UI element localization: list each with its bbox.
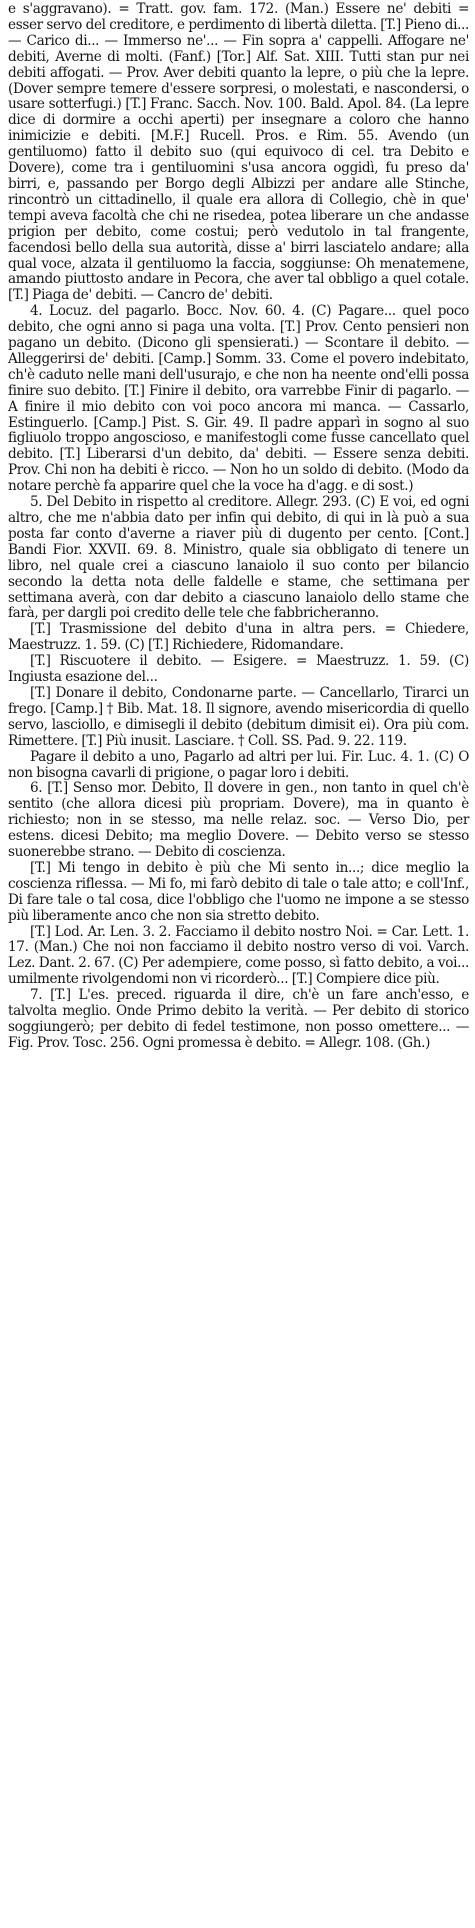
entry-paragraph: 6. [T.] Senso mor. Debito, Il dovere in gen., non tanto in quel ch'è sentito (che allora dicesi più propriam. Dovere), ma in quanto è richiesto; non in se stesso, ma nelle relaz. soc. — Verso Dio, per estens. dicesi Debito; ma meglio Dovere. — Debito verso se stesso suonerebbe strano. — Debito di coscienza. (8, 780, 469, 861)
entry-paragraph: [T.] Mi tengo in debito è più che Mi sento in...; dice meglio la coscienza riflessa. — Mi fo, mi farò debito di tale o tale atto; e coll'Inf., Di fare tale o tal cosa, dice l'obbligo che l'uomo ne impone a se stesso più liberamente anco che non sia stretto debito. (8, 859, 469, 924)
entry-paragraph: e s'aggravano). = Tratt. gov. fam. 172. (Man.) Essere ne' debiti = esser servo del creditore, e perdimento di libertà diletta. [T.] Pieno di... — Carico di... — Immerso ne'... — Fin sopra a' cappelli. Affogare ne' debiti, Averne di molti. (Fanf.) [Tor.] Alf. Sat. XIII. Tutti stan pur nei debiti affogati. — Prov. Aver debiti quanto la lepre, o più che la lepre. (Dover sempre temere d'essere sorpresi, o molestati, e nascondersi, o usare sotterfugi.) [T.] Franc. Sacch. Nov. 100. Bald. Apol. 84. (La lepre dice di dormire a occhi aperti) per insegnare a coloro che hanno inimicizie e debiti. [M.F.] Rucell. Pros. e Rim. 55. Avendo (un gentiluomo) fatto il debito suo (qui equivoco di cel. tra Debito e Dovere), come tra i gentiluomini s'usa ancora oggidì, fu preso da' birri, e, passando per Borgo degli Albizzi per andare alle Stinche, rincontrò un cittadinello, il quale era allora di Collegio, chè in que' tempi aveva facoltà che chi ne risedea, potea liberare un che andasse prigion per debito, come costui; però vedutolo in tal frangente, facendosi bello della sua autorità, disse a' birri lasciatelo andare; alla qual voce, alzata il gentiluomo la faccia, soggiunse: Oh menatemene, amando piuttosto andare in Pecora, che aver tal obbligo a quel cotale. [T.] Piaga de' debiti. — Cancro de' debiti. (8, 1, 469, 304)
entry-paragraph: 7. [T.] L'es. preced. riguarda il dire, ch'è un fare anch'esso, e talvolta meglio. Onde Primo debito la verità. — Per debito di storico soggiungerò; per debito di fedel testimone, non posso omettere... — Fig. Prov. Tosc. 256. Ogni promessa è debito. = Allegr. 108. (Gh.) (8, 987, 469, 1051)
entry-paragraph: [T.] Donare il debito, Condonarne parte. — Cancellarlo, Tirarci un frego. [Camp.] † Bib. Mat. 18. Il signore, avendo misericordia di quello servo, lasciollo, e dimisegli il debito (debitum dimisit ei). Ora più com. Rimettere. [T.] Più inusit. Lasciare. † Coll. SS. Pad. 9. 22. 119. (8, 684, 469, 749)
entry-paragraph: [T.] Lod. Ar. Len. 3. 2. Facciamo il debito nostro Noi. = Car. Lett. 1. 17. (Man.) Che noi non facciamo il debito nostro verso di voi. Varch. Lez. Dant. 2. 67. (C) Per adempiere, come posso, sì fatto debito, a voi... umilmente rivolgendomi non vi ricorderò... [T.] Compiere dice più. (8, 923, 469, 988)
entry-paragraph: [T.] Riscuotere il debito. — Esigere. = Maestruzz. 1. 59. (C) Ingiusta esazione del... (8, 653, 469, 686)
entry-paragraph: Pagare il debito a uno, Pagarlo ad altri per lui. Fir. Luc. 4. 1. (C) O non bisogna cavarli di prigione, o pagar loro i debiti. (8, 748, 469, 781)
entry-paragraph: 5. Del Debito in rispetto al creditore. Allegr. 293. (C) E voi, ed ogni altro, che me n'abbia dato per infin qui debito, di qui in là può a sua posta far conto d'averne a riaver più di dugento per cento. [Cont.] Bandi Fior. XXVII. 69. 8. Ministro, quale sia obbligato di tenere un libro, nel quale crei a ciascuno lanaiolo il suo conto per bilancio secondo la detta nota delle faldelle e stame, che settimana per settimana averà, con dar debito a ciascuno lanaiolo dello stame che farà, per dargli poi credito delle tele che fabbricheranno. (8, 494, 469, 622)
entry-paragraph: [T.] Trasmissione del debito d'una in altra pers. = Chiedere, Maestruzz. 1. 59. (C) [T.] Richiedere, Ridomandare. (8, 621, 469, 654)
entry-paragraph: 4. Locuz. del pagarlo. Bocc. Nov. 60. 4. (C) Pagare... quel poco debito, che ogni anno si paga una volta. [T.] Prov. Cento pensieri non pagano un debito. (Dicono gli spensierati.) — Scontare il debito. — Alleggerirsi de' debiti. [Camp.] Somm. 33. Come el povero indebitato, ch'è caduto nelle mani dell'usurajo, e che non ha neente ond'elli possa finire suo debito. [T.] Finire il debito, ora varrebbe Finir di pagarlo. — A finire il mio debito con voi poco ancora mi manca. — Cassarlo, Estinguerlo. [Camp.] Pist. S. Gir. 49. Il padre apparì in sogno al suo figliuolo troppo angoscioso, e manifestogli come fusse cancellato quel debito. [T.] Liberarsi d'un debito, da' debiti. — Essere senza debiti. Prov. Chi non ha debiti è ricco. — Non ho un soldo di debito. (Modo da notare perchè fa apparire quel che la voce ha d'agg. e di sost.) (8, 303, 469, 495)
